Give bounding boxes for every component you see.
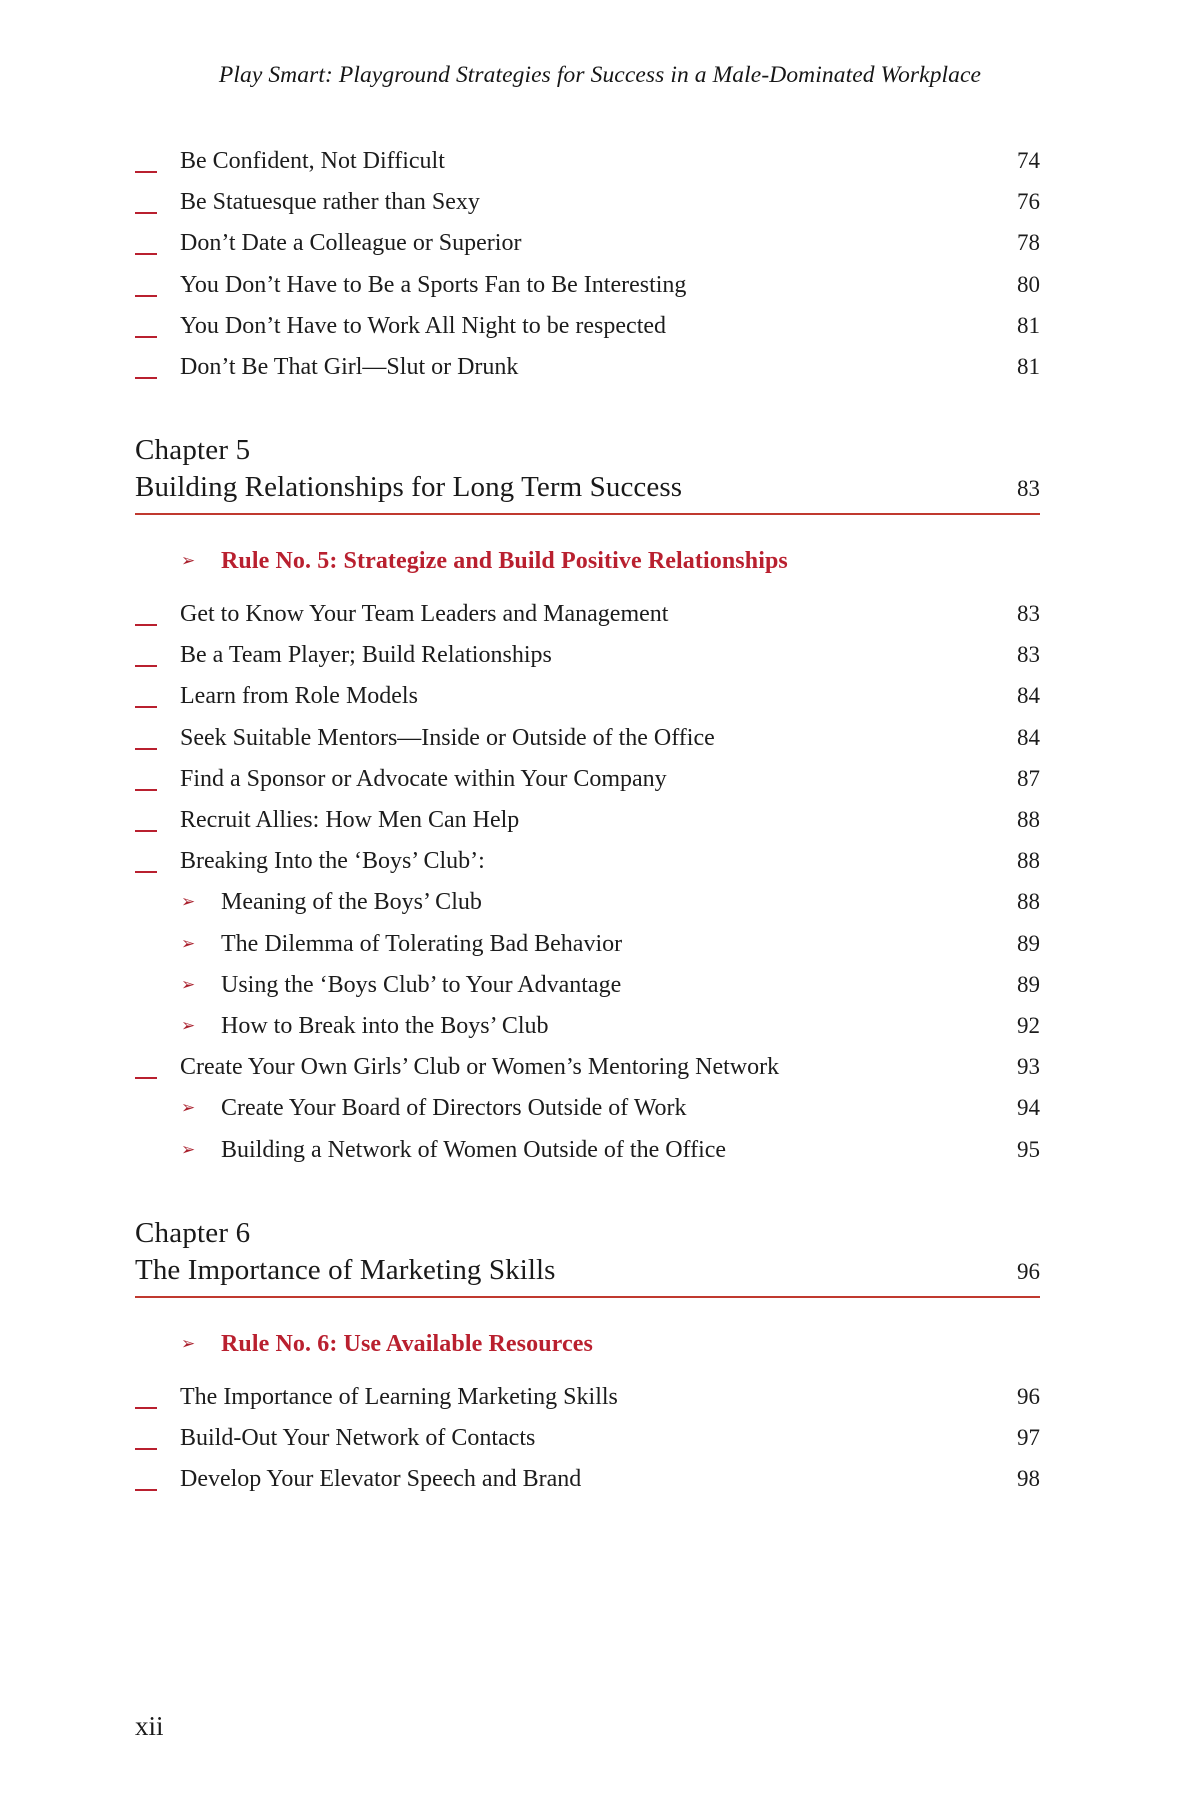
chapter-heading-block xyxy=(135,431,1040,515)
toc-entry-page-number: 97 xyxy=(1017,1424,1040,1450)
toc-section-chapter-5 xyxy=(135,431,1040,1178)
chapter-number: Chapter 5 xyxy=(135,434,251,467)
toc-entry-page-number: 81 xyxy=(1017,312,1040,338)
arrow-bullet-icon: ➢ xyxy=(181,1333,196,1353)
toc-entry[interactable] xyxy=(135,230,1040,271)
chapter-title-row[interactable] xyxy=(135,469,1040,515)
toc-entry-title: Get to Know Your Team Leaders and Management xyxy=(180,601,669,628)
chapter-title: Building Relationships for Long Term Success xyxy=(135,471,683,504)
toc-entry[interactable] xyxy=(135,642,1040,683)
toc-entry-title: Create Your Board of Directors Outside of Work xyxy=(221,1095,687,1122)
toc-entry[interactable] xyxy=(135,1466,1040,1507)
toc-entry-page-number: 76 xyxy=(1017,189,1040,215)
toc-entry-page-number: 74 xyxy=(1017,148,1040,173)
arrow-bullet-icon: ➢ xyxy=(181,1098,196,1118)
toc-entry-title: Building a Network of Women Outside of the Office xyxy=(221,1136,727,1163)
toc-entry-page-number: 84 xyxy=(1017,724,1040,750)
toc-entry-title: Seek Suitable Mentors—Inside or Outside of the Office xyxy=(180,724,715,751)
toc-entry-title: You Don’t Have to Work All Night to be respected xyxy=(180,312,667,339)
toc-entry-page-number: 78 xyxy=(1017,230,1040,256)
toc-entry[interactable] xyxy=(135,189,1040,230)
toc-entry[interactable] xyxy=(135,601,1040,642)
rule-text: Rule No. 6: Use Available Resources xyxy=(221,1330,593,1357)
toc-entry[interactable] xyxy=(135,1425,1040,1466)
rule-text: Rule No. 5: Strategize and Build Positive Relationships xyxy=(221,548,788,575)
chapter-page-number: 96 xyxy=(1017,1258,1040,1284)
toc-entry-title: Don’t Date a Colleague or Superior xyxy=(180,230,522,257)
toc-entry-title: The Dilemma of Tolerating Bad Behavior xyxy=(221,930,623,957)
rule-callout xyxy=(135,548,1040,575)
toc-entry-title: You Don’t Have to Be a Sports Fan to Be Interesting xyxy=(180,271,687,298)
toc-entry-page-number: 83 xyxy=(1017,642,1040,668)
toc-entry[interactable] xyxy=(135,889,1040,930)
toc-entry-page-number: 88 xyxy=(1017,848,1040,874)
toc-entry-title: Develop Your Elevator Speech and Brand xyxy=(180,1466,582,1493)
chapter-heading-block xyxy=(135,1214,1040,1298)
page-folio: xii xyxy=(135,1711,164,1741)
toc-entry[interactable] xyxy=(135,931,1040,972)
toc-entry[interactable] xyxy=(135,313,1040,354)
toc-entry-title: Recruit Allies: How Men Can Help xyxy=(180,807,520,834)
toc-section-chapter-6 xyxy=(135,1214,1040,1508)
toc-entry-title: Be Statuesque rather than Sexy xyxy=(180,189,480,216)
toc-entry[interactable] xyxy=(135,766,1040,807)
toc-entry[interactable] xyxy=(135,1013,1040,1054)
toc-entry-title: Build-Out Your Network of Contacts xyxy=(180,1424,536,1451)
toc-content xyxy=(135,148,1040,1507)
arrow-bullet-icon: ➢ xyxy=(181,551,196,571)
chapter-page-number: 83 xyxy=(1017,476,1040,502)
toc-entry-title: How to Break into the Boys’ Club xyxy=(221,1012,549,1039)
toc-entry[interactable] xyxy=(135,272,1040,313)
toc-entry-page-number: 88 xyxy=(1017,889,1040,915)
toc-entry-title: Breaking Into the ‘Boys’ Club’: xyxy=(180,848,485,875)
toc-entry[interactable] xyxy=(135,848,1040,889)
toc-entry[interactable] xyxy=(135,972,1040,1013)
toc-entry[interactable] xyxy=(135,725,1040,766)
toc-entry[interactable] xyxy=(135,683,1040,724)
toc-entry-page-number: 83 xyxy=(1017,601,1040,627)
toc-entry-title: Learn from Role Models xyxy=(180,683,418,710)
toc-entry-page-number: 88 xyxy=(1017,807,1040,833)
toc-entry-page-number: 87 xyxy=(1017,765,1040,791)
toc-entry-title: Be a Team Player; Build Relationships xyxy=(180,642,552,669)
toc-entry-title: Be Confident, Not Difficult xyxy=(180,148,445,174)
arrow-bullet-icon: ➢ xyxy=(181,1139,196,1159)
toc-entry-page-number: 89 xyxy=(1017,930,1040,956)
toc-entry[interactable] xyxy=(135,1137,1040,1178)
toc-entry-page-number: 95 xyxy=(1017,1136,1040,1162)
toc-entry-title: The Importance of Learning Marketing Skills xyxy=(180,1383,618,1410)
toc-entry-title: Create Your Own Girls’ Club or Women’s Mentoring Network xyxy=(180,1054,780,1081)
arrow-bullet-icon: ➢ xyxy=(181,892,196,912)
toc-entry-title: Meaning of the Boys’ Club xyxy=(221,889,482,916)
toc-entry[interactable] xyxy=(135,1384,1040,1425)
toc-entry-page-number: 80 xyxy=(1017,271,1040,297)
chapter-title-row[interactable] xyxy=(135,1252,1040,1298)
toc-entry-title: Using the ‘Boys Club’ to Your Advantage xyxy=(221,971,622,998)
toc-entry-page-number: 92 xyxy=(1017,1012,1040,1038)
arrow-bullet-icon: ➢ xyxy=(181,974,196,994)
toc-entry-page-number: 96 xyxy=(1017,1383,1040,1409)
toc-entry[interactable] xyxy=(135,354,1040,395)
toc-entry-page-number: 84 xyxy=(1017,683,1040,709)
toc-entry-page-number: 81 xyxy=(1017,353,1040,379)
toc-section-continued-chapter-4 xyxy=(135,148,1040,395)
chapter-title: The Importance of Marketing Skills xyxy=(135,1253,556,1286)
toc-entry[interactable] xyxy=(135,148,1040,189)
toc-entry-page-number: 98 xyxy=(1017,1466,1040,1492)
toc-entry[interactable] xyxy=(135,807,1040,848)
rule-callout xyxy=(135,1331,1040,1358)
toc-entry-page-number: 94 xyxy=(1017,1095,1040,1121)
toc-entry-page-number: 93 xyxy=(1017,1054,1040,1080)
toc-entry[interactable] xyxy=(135,1095,1040,1136)
toc-entry[interactable] xyxy=(135,1054,1040,1095)
running-head: Play Smart: Playground Strategies for Success in a Male-Dominated Workplace xyxy=(218,62,982,88)
toc-entry-page-number: 89 xyxy=(1017,971,1040,997)
arrow-bullet-icon: ➢ xyxy=(181,1015,196,1035)
arrow-bullet-icon: ➢ xyxy=(181,933,196,953)
toc-entry-title: Find a Sponsor or Advocate within Your Company xyxy=(180,765,667,792)
toc-entry-title: Don’t Be That Girl—Slut or Drunk xyxy=(180,353,519,380)
chapter-number: Chapter 6 xyxy=(135,1216,251,1249)
